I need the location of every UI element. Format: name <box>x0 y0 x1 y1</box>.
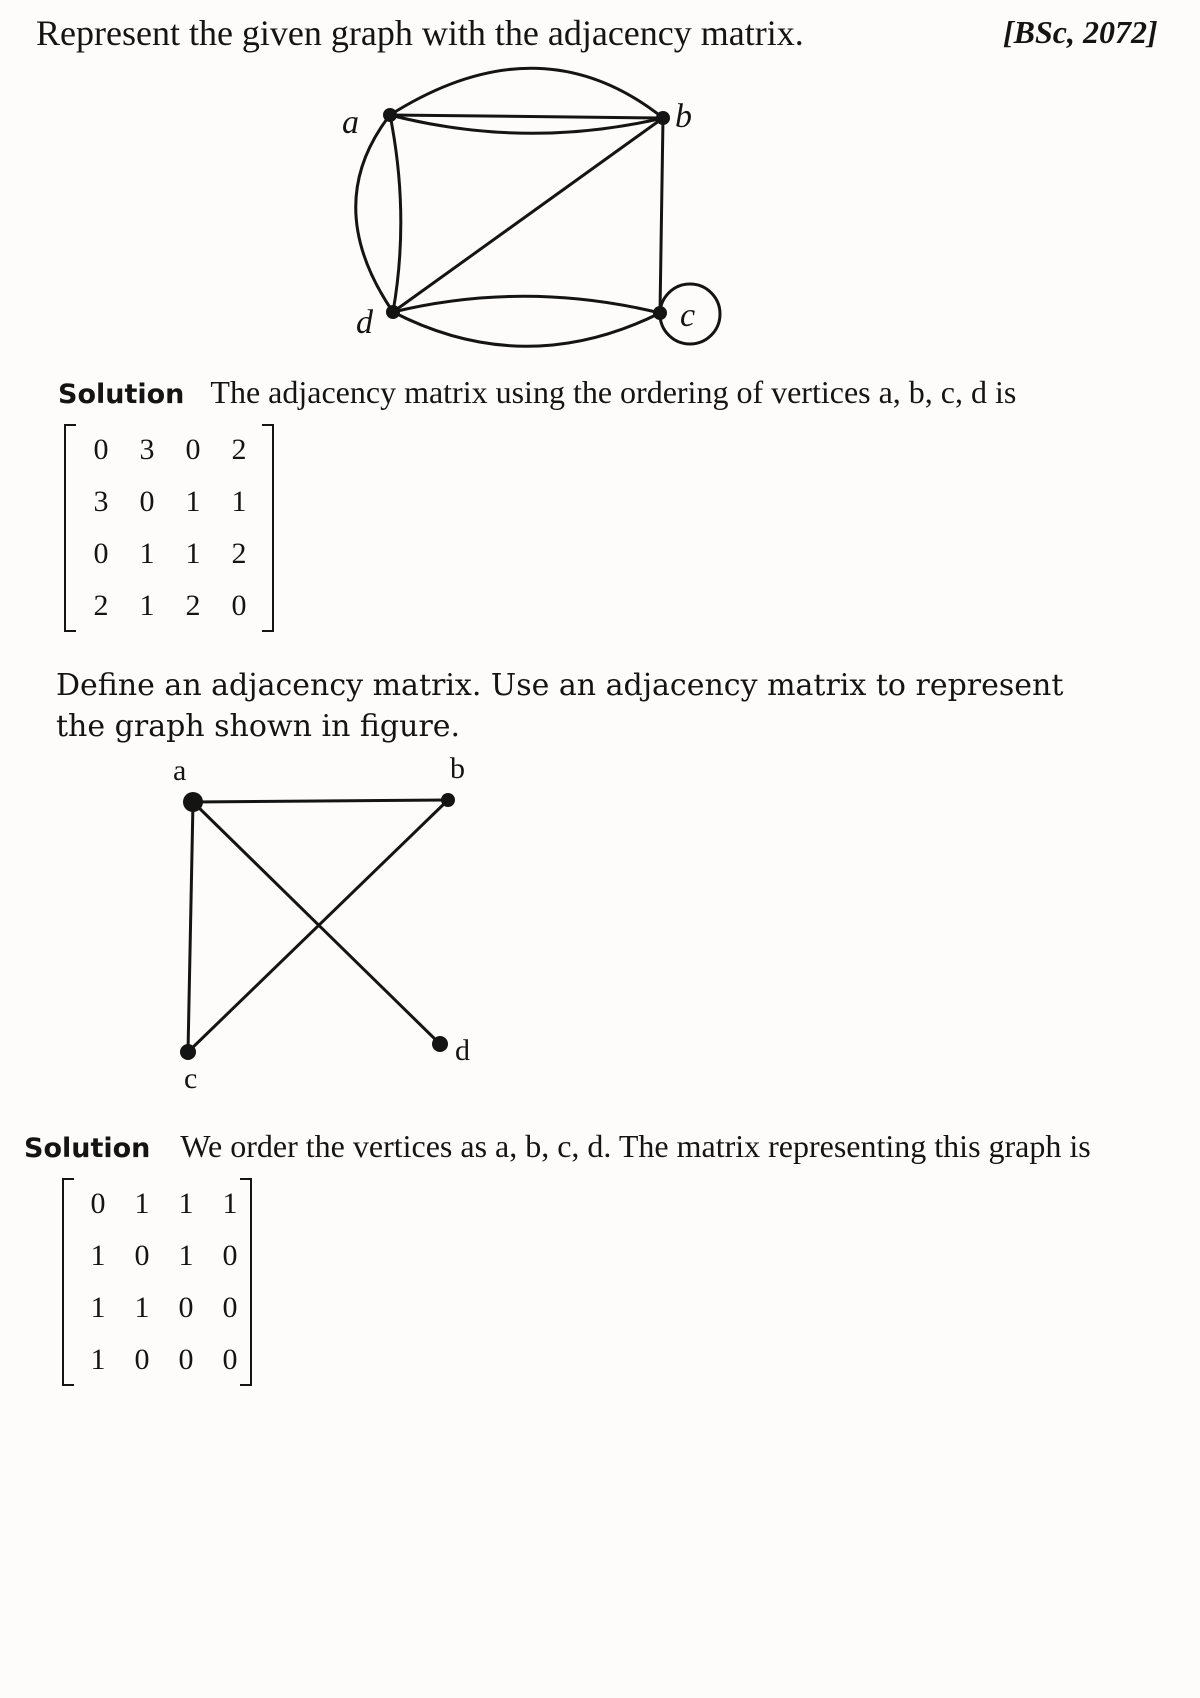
graph2-vertex-d <box>432 1036 448 1052</box>
solution-1-label: Solution <box>58 379 185 410</box>
solution-1-text: The adjacency matrix using the ordering of vertices a, b, c, d is <box>210 374 1017 410</box>
matrix-2-cell: 1 <box>90 1291 106 1324</box>
matrix-2-row <box>62 1282 252 1334</box>
graph-2-figure <box>0 750 1200 1100</box>
matrix-1-cell: 0 <box>93 537 109 570</box>
matrix-1-cell: 2 <box>231 433 247 466</box>
graph2-label-c: c <box>184 1062 198 1095</box>
matrix-2-cell: 1 <box>222 1187 238 1220</box>
matrix-2-left-bracket <box>62 1178 74 1386</box>
matrix-1-row <box>64 580 274 632</box>
matrix-1-cell: 1 <box>185 537 201 570</box>
matrix-2-cell: 1 <box>134 1187 150 1220</box>
graph1-edge-bc <box>660 118 663 313</box>
graph2-edge-ad <box>193 802 440 1044</box>
graph1-label-a: a <box>342 104 359 141</box>
graph1-vertex-c <box>653 306 667 320</box>
graph1-vertex-a <box>383 108 397 122</box>
matrix-1-cell: 0 <box>93 433 109 466</box>
matrix-1-cell: 1 <box>185 485 201 518</box>
graph2-vertex-b <box>441 793 455 807</box>
solution-1 <box>58 374 1016 411</box>
matrix-1-left-bracket <box>64 424 76 632</box>
matrix-1-row <box>64 476 274 528</box>
matrix-1-row <box>64 424 274 476</box>
matrix-1-cell: 1 <box>139 589 155 622</box>
matrix-1-cell: 0 <box>231 589 247 622</box>
matrix-2-row <box>62 1178 252 1230</box>
matrix-2-cell: 1 <box>90 1343 106 1376</box>
graph2-edge-ab <box>193 800 448 802</box>
matrix-1-cell: 0 <box>185 433 201 466</box>
graph1-edge-ad-left-arc <box>356 115 393 312</box>
solution-2-text: We order the vertices as a, b, c, d. The matrix representing this graph is <box>180 1128 1091 1164</box>
graph2-vertex-c <box>180 1044 196 1060</box>
graph1-label-d: d <box>356 304 373 341</box>
graph1-label-b: b <box>675 98 692 135</box>
graph1-edge-ad-right-arc <box>390 115 401 312</box>
graph1-edge-cd-lower-arc <box>393 312 660 346</box>
matrix-2-cell: 0 <box>222 1291 238 1324</box>
solution-2-label: Solution <box>24 1133 151 1164</box>
graph2-label-a: a <box>173 754 187 787</box>
matrix-1-row <box>64 528 274 580</box>
matrix-2-cell: 1 <box>90 1239 106 1272</box>
graph1-vertex-b <box>656 111 670 125</box>
adjacency-matrix-2 <box>62 1178 252 1386</box>
matrix-2-cell: 0 <box>178 1291 194 1324</box>
question-2-line-1: Define an adjacency matrix. Use an adjacency matrix to represent <box>56 668 1064 703</box>
matrix-2-cell: 0 <box>134 1343 150 1376</box>
matrix-2-cell: 0 <box>222 1239 238 1272</box>
matrix-1-cell: 0 <box>139 485 155 518</box>
matrix-1-cell: 3 <box>93 485 109 518</box>
graph2-edge-ac <box>188 802 193 1052</box>
matrix-2-row <box>62 1230 252 1282</box>
matrix-2-cell: 0 <box>178 1343 194 1376</box>
matrix-2-right-bracket <box>240 1178 252 1386</box>
graph2-vertex-a <box>183 792 203 812</box>
graph1-vertex-d <box>386 305 400 319</box>
graph1-edge-cd-upper-arc <box>393 296 660 313</box>
matrix-1-cell: 2 <box>93 589 109 622</box>
matrix-2-cell: 1 <box>134 1291 150 1324</box>
graph1-edge-bd <box>393 118 663 312</box>
matrix-2-cell: 1 <box>178 1187 194 1220</box>
matrix-1-cell: 2 <box>231 537 247 570</box>
matrix-2-cell: 0 <box>134 1239 150 1272</box>
graph1-label-c: c <box>680 297 696 334</box>
graph1-edge-ab-straight <box>390 115 663 118</box>
matrix-1-cell: 1 <box>231 485 247 518</box>
graph2-label-d: d <box>455 1034 470 1067</box>
graph1-edge-ab-upper-arc <box>390 68 663 118</box>
question-1-reference: [BSc, 2072] <box>1003 14 1158 50</box>
matrix-2-row <box>62 1334 252 1386</box>
matrix-1-cell: 3 <box>139 433 155 466</box>
solution-2 <box>24 1128 1091 1165</box>
graph2-label-b: b <box>450 752 465 785</box>
question-1-text: Represent the given graph with the adjacency matrix. <box>36 13 804 53</box>
matrix-1-right-bracket <box>262 424 274 632</box>
matrix-1-cell: 2 <box>185 589 201 622</box>
question-2-line-2: the graph shown in figure. <box>56 709 461 744</box>
matrix-1-cell: 1 <box>139 537 155 570</box>
matrix-2-cell: 0 <box>222 1343 238 1376</box>
matrix-2-cell: 0 <box>90 1187 106 1220</box>
graph-1-figure <box>0 0 1200 370</box>
adjacency-matrix-1 <box>64 424 274 632</box>
matrix-2-cell: 1 <box>178 1239 194 1272</box>
